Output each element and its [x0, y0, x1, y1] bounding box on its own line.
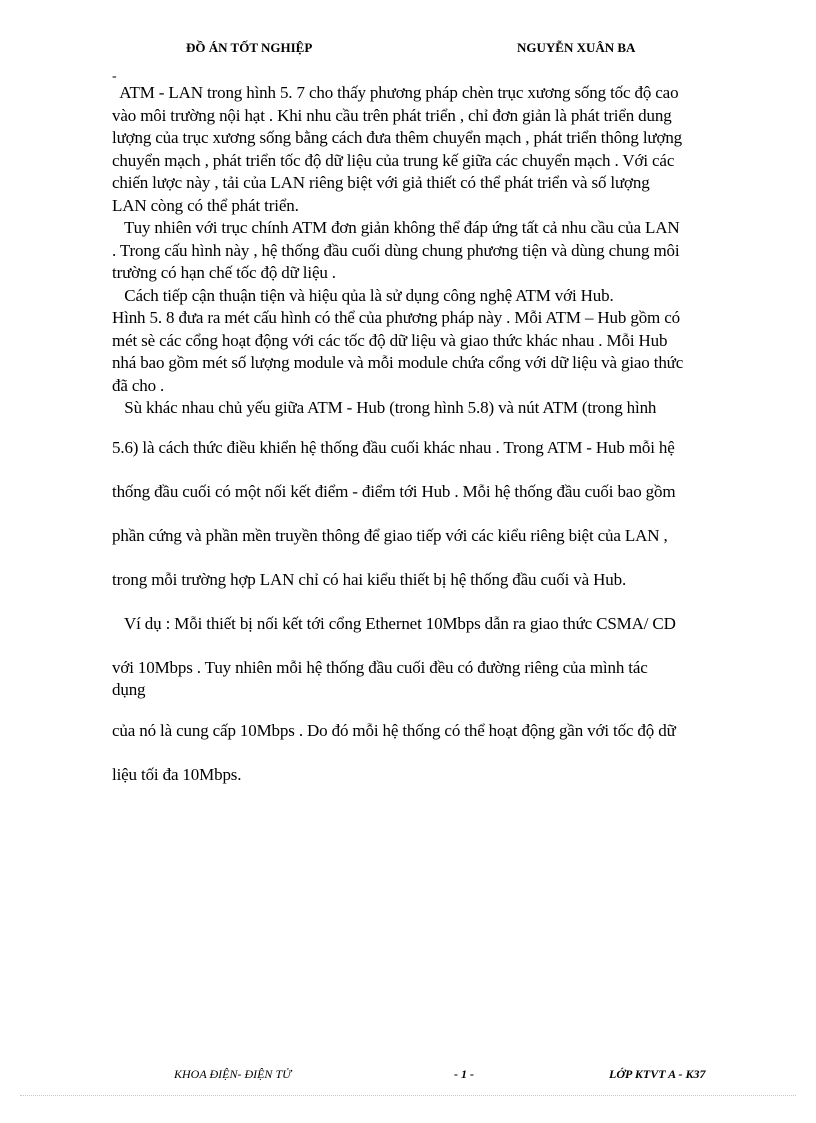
margin-mark: - — [112, 69, 117, 84]
text-line: vào môi trường nội hạt . Khi nhu cầu trên phát triển , chỉ đơn giản là phát triển dung — [112, 105, 672, 125]
text-line: dụng — [112, 679, 146, 699]
page-header — [0, 40, 816, 62]
text-line: thống đầu cuối có một nối kết điểm - điểm tới Hub . Mỗi hệ thống đầu cuối bao gồm — [112, 481, 676, 501]
footer-class: LỚP KTVT A - K37 — [609, 1067, 706, 1081]
text-line: Sù khác nhau chủ yếu giữa ATM - Hub (trong hình 5.8) và nút ATM (trong hình — [112, 398, 657, 417]
text-line: . Trong cấu hình này , hệ thống đầu cuối dùng chung phương tiện và dùng chung môi — [112, 240, 680, 260]
body-spaced-block — [112, 438, 757, 785]
text-line: ATM - LAN trong hình 5. 7 cho thấy phương pháp chèn trục xương sống tốc độ cao — [112, 83, 679, 102]
text-line: Tuy nhiên với trục chính ATM đơn giản không thể đáp ứng tất cả nhu cầu của LAN — [112, 218, 680, 237]
text-line: nhá bao gồm mét số lượng module và mỗi module chứa cổng với dữ liệu và giao thức — [112, 353, 684, 372]
text-line: chuyển mạch , phát triển tốc độ dữ liệu của trung kế giữa các chuyển mạch . Với các — [112, 150, 675, 170]
text-line: Ví dụ : Mỗi thiết bị nối kết tới cổng Ethernet 10Mbps dẫn ra giao thức CSMA/ CD — [112, 613, 676, 633]
body-dense-block — [112, 82, 757, 420]
page-bottom-divider — [20, 1095, 796, 1096]
text-line: với 10Mbps . Tuy nhiên mỗi hệ thống đầu cuối đều có đường riêng của mình tác — [112, 657, 648, 677]
text-line: lượng của trục xương sống bằng cách đưa thêm chuyển mạch , phát triển thông lượng — [112, 128, 683, 147]
text-line: mét sè các cổng hoạt động với các tốc độ dữ liệu và giao thức khác nhau . Mỗi Hub — [112, 330, 668, 350]
text-line: chiến lược này , tải của LAN riêng biệt với giả thiết có thể phát triển và số lượng — [112, 173, 650, 192]
text-line: của nó là cung cấp 10Mbps . Do đó mỗi hệ thống có thể hoạt động gần với tốc độ dữ — [112, 720, 676, 740]
document-body — [112, 82, 757, 785]
text-line: LAN còng có thể phát triển. — [112, 195, 299, 215]
header-title: ĐỒ ÁN TỐT NGHIỆP — [186, 40, 313, 55]
page-number: - 1 - — [454, 1067, 474, 1081]
text-line: trong mỗi trường hợp LAN chỉ có hai kiểu thiết bị hệ thống đầu cuối và Hub. — [112, 569, 627, 589]
text-line: Hình 5. 8 đưa ra mét cấu hình có thể của phương pháp này . Mỗi ATM – Hub gồm có — [112, 308, 680, 327]
text-line: liệu tối đa 10Mbps. — [112, 764, 242, 784]
text-line: Cách tiếp cận thuận tiện và hiệu qủa là sử dụng công nghệ ATM với Hub. — [112, 285, 614, 305]
header-author: NGUYỄN XUÂN BA — [517, 40, 636, 55]
text-line: trường có hạn chế tốc độ dữ liệu . — [112, 263, 336, 282]
text-line: đã cho . — [112, 375, 165, 395]
page-footer — [0, 1067, 816, 1087]
text-line: 5.6) là cách thức điều khiển hệ thống đầu cuối khác nhau . Trong ATM - Hub mỗi hệ — [112, 437, 675, 457]
footer-department: KHOA ĐIỆN- ĐIỆN TỬ — [174, 1067, 292, 1081]
text-line: phần cứng và phần mền truyền thông để giao tiếp với các kiểu riêng biệt của LAN , — [112, 525, 668, 545]
